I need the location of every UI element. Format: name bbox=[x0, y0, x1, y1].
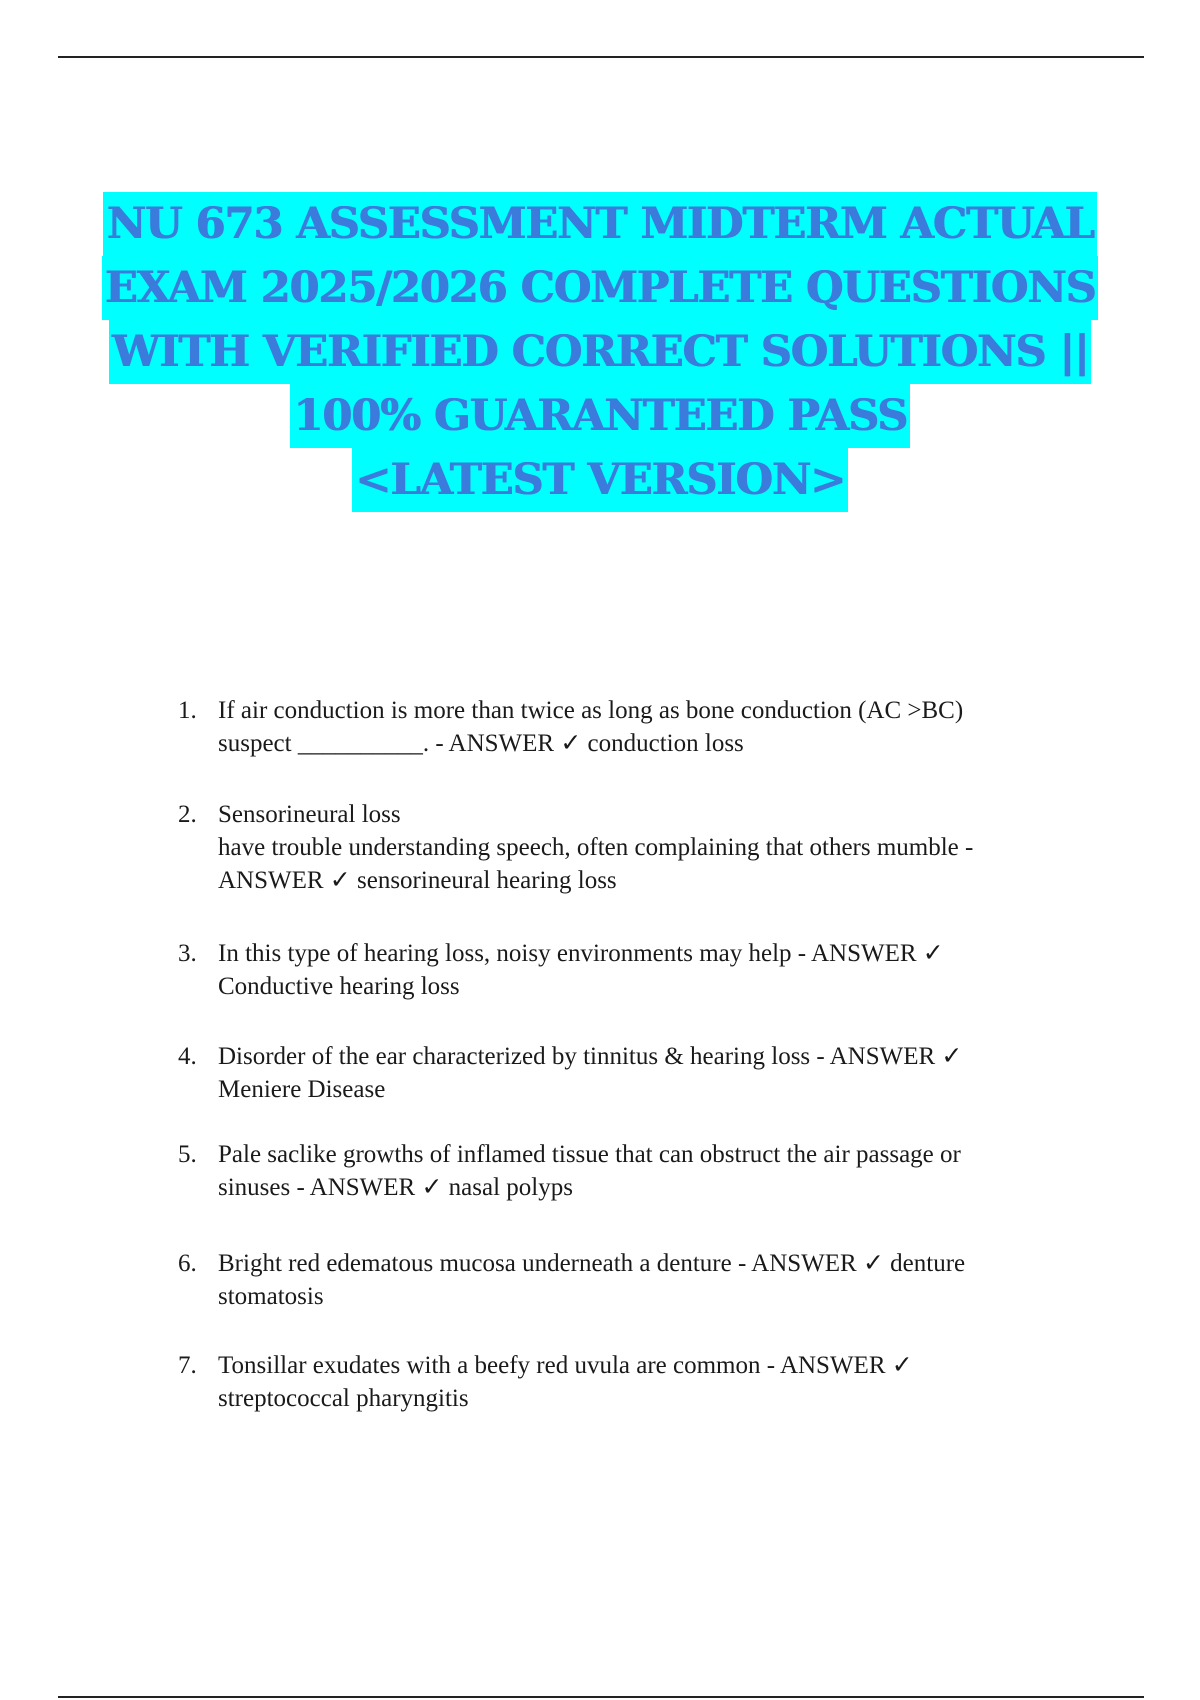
question-line: Pale saclike growths of inflamed tissue that can obstruct the air passage or bbox=[218, 1141, 961, 1168]
document-title bbox=[60, 192, 1140, 512]
question-text bbox=[218, 1349, 1098, 1415]
question-line: In this type of hearing loss, noisy environments may help - ANSWER ✓ bbox=[218, 940, 944, 967]
title-line bbox=[60, 192, 1140, 256]
title-line-text: <LATEST VERSION> bbox=[352, 448, 848, 512]
question-number: 2. bbox=[178, 801, 197, 828]
question-line: have trouble understanding speech, often complaining that others mumble - bbox=[218, 834, 974, 861]
title-line-text: NU 673 ASSESSMENT MIDTERM ACTUAL bbox=[103, 192, 1096, 256]
question-line: If air conduction is more than twice as long as bone conduction (AC >BC) bbox=[218, 697, 964, 724]
title-line bbox=[60, 320, 1140, 384]
question-line: Disorder of the ear characterized by tinnitus & hearing loss - ANSWER ✓ bbox=[218, 1043, 963, 1070]
title-line-text: EXAM 2025/2026 COMPLETE QUESTIONS bbox=[102, 256, 1099, 320]
question-number: 5. bbox=[178, 1141, 197, 1168]
question-item bbox=[178, 937, 1098, 1003]
question-item bbox=[178, 694, 1098, 760]
question-line: Tonsillar exudates with a beefy red uvula are common - ANSWER ✓ bbox=[218, 1352, 913, 1379]
title-line-text: WITH VERIFIED CORRECT SOLUTIONS || bbox=[109, 320, 1092, 384]
question-text bbox=[218, 798, 1098, 897]
question-text bbox=[218, 1247, 1098, 1313]
question-item bbox=[178, 1247, 1098, 1313]
question-line: ANSWER ✓ sensorineural hearing loss bbox=[218, 867, 617, 894]
top-rule bbox=[58, 56, 1144, 58]
question-number: 3. bbox=[178, 940, 197, 967]
question-item bbox=[178, 1040, 1098, 1106]
question-line: stomatosis bbox=[218, 1283, 324, 1310]
question-line: Conductive hearing loss bbox=[218, 973, 460, 1000]
question-line: sinuses - ANSWER ✓ nasal polyps bbox=[218, 1174, 573, 1201]
question-text bbox=[218, 1138, 1098, 1204]
title-line-text: 100% GUARANTEED PASS bbox=[290, 384, 910, 448]
question-line: suspect __________. - ANSWER ✓ conduction loss bbox=[218, 730, 744, 757]
question-text bbox=[218, 937, 1098, 1003]
question-number: 6. bbox=[178, 1250, 197, 1277]
bottom-rule bbox=[58, 1696, 1144, 1698]
question-item bbox=[178, 1349, 1098, 1415]
title-line bbox=[60, 256, 1140, 320]
question-number: 1. bbox=[178, 697, 197, 724]
question-number: 4. bbox=[178, 1043, 197, 1070]
title-line bbox=[60, 384, 1140, 448]
question-item bbox=[178, 798, 1098, 897]
question-line: Sensorineural loss bbox=[218, 801, 401, 828]
question-line: Bright red edematous mucosa underneath a denture - ANSWER ✓ denture bbox=[218, 1250, 966, 1277]
question-text bbox=[218, 1040, 1098, 1106]
title-line bbox=[60, 448, 1140, 512]
question-text bbox=[218, 694, 1098, 760]
question-line: streptococcal pharyngitis bbox=[218, 1385, 469, 1412]
question-line: Meniere Disease bbox=[218, 1076, 386, 1103]
question-item bbox=[178, 1138, 1098, 1204]
question-number: 7. bbox=[178, 1352, 197, 1379]
